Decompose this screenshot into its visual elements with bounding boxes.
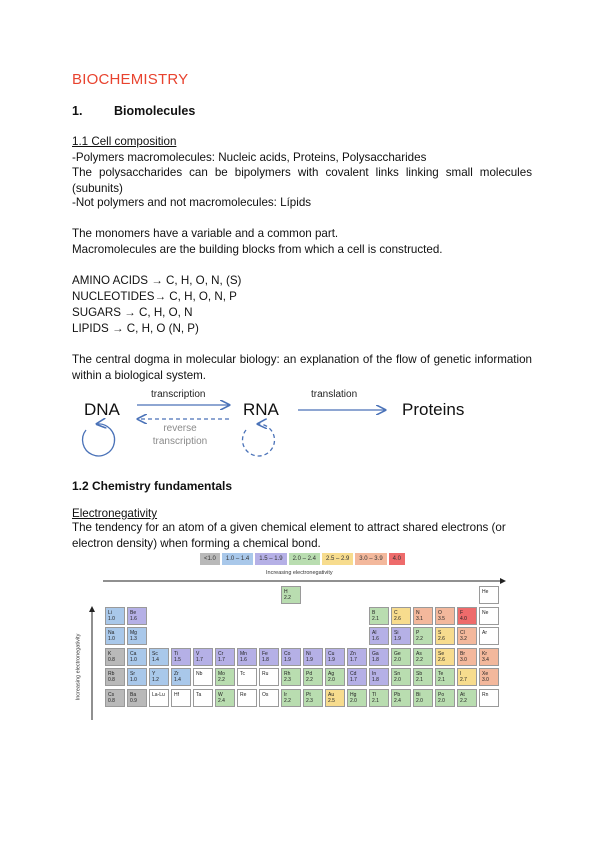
element-symbol: Pb <box>394 691 401 698</box>
element-cell <box>435 648 455 666</box>
element-symbol: Zr <box>174 671 179 677</box>
element-cell <box>479 668 499 686</box>
element-cell <box>479 607 499 625</box>
element-symbol: Bi <box>416 691 421 698</box>
composition-amino-acids: AMINO ACIDS → C, H, O, N, (S) <box>72 274 242 287</box>
element-value: 2.1 <box>438 677 445 683</box>
element-cell <box>105 627 125 645</box>
element-symbol: Sr <box>130 671 135 677</box>
element-symbol: Na <box>108 630 115 636</box>
element-symbol: Cr <box>218 650 224 657</box>
element-value: 1.9 <box>328 656 335 663</box>
element-symbol: H <box>284 589 288 595</box>
element-value: 3.1 <box>416 615 423 622</box>
reverse-label-line1: reverse <box>163 423 197 434</box>
element-cell <box>479 586 499 604</box>
element-symbol: Y <box>152 671 156 677</box>
element-value: 2.1 <box>372 615 379 622</box>
element-cell <box>435 668 455 686</box>
element-value: 0.8 <box>108 697 115 704</box>
element-cell <box>171 668 191 686</box>
element-cell <box>171 648 191 666</box>
element-symbol: W <box>218 691 223 698</box>
element-value: 2.7 <box>460 677 467 683</box>
element-symbol: Mg <box>130 630 137 636</box>
translation-label: translation <box>311 389 358 400</box>
rna-label: RNA <box>243 400 279 419</box>
element-cell <box>105 648 125 666</box>
element-symbol: Sn <box>394 671 401 677</box>
element-value: 1.7 <box>218 656 225 663</box>
element-cell <box>457 648 477 666</box>
element-symbol: Rh <box>284 671 291 677</box>
element-cell <box>369 607 389 625</box>
element-value: 1.0 <box>130 677 137 683</box>
element-value: 0.8 <box>108 656 115 663</box>
element-symbol: I <box>460 671 462 677</box>
element-symbol: Br <box>460 650 465 657</box>
element-value: 2.1 <box>372 697 379 704</box>
element-symbol: Zn <box>350 650 356 657</box>
element-value: 2.0 <box>328 677 335 683</box>
element-cell <box>413 689 433 707</box>
element-symbol: Mo <box>218 671 225 677</box>
composition-nucleotides: NUCLEOTIDES→ C, H, O, N, P <box>72 290 237 303</box>
element-value: 2.2 <box>416 656 423 663</box>
element-value: 0.9 <box>130 697 137 704</box>
element-symbol: K <box>108 650 112 657</box>
element-cell <box>127 689 147 707</box>
element-cell <box>479 648 499 666</box>
element-cell <box>193 689 213 707</box>
element-symbol: Mn <box>240 650 247 657</box>
element-symbol: Au <box>328 691 335 698</box>
element-value: 3.4 <box>482 656 489 663</box>
element-symbol: Ge <box>394 650 401 657</box>
element-cell <box>259 689 279 707</box>
legend-item: 3.0 – 3.9 <box>355 553 386 565</box>
element-symbol: La-Lu <box>152 691 165 698</box>
element-cell <box>369 668 389 686</box>
element-symbol: Tc <box>240 671 245 677</box>
element-symbol: Ni <box>306 650 311 657</box>
element-value: 1.7 <box>196 656 203 663</box>
element-cell <box>193 648 213 666</box>
element-cell <box>391 648 411 666</box>
element-cell <box>105 689 125 707</box>
element-cell <box>215 668 235 686</box>
element-cell <box>435 689 455 707</box>
element-cell <box>435 627 455 645</box>
proteins-label: Proteins <box>402 400 465 419</box>
element-value: 1.8 <box>262 656 269 663</box>
element-value: 2.4 <box>394 697 401 704</box>
element-value: 2.2 <box>306 677 313 683</box>
electronegativity-heading: Electronegativity <box>72 507 158 520</box>
element-cell <box>391 689 411 707</box>
element-symbol: Li <box>108 609 112 616</box>
element-symbol: Se <box>438 650 445 657</box>
element-cell <box>325 668 345 686</box>
element-symbol: Ir <box>284 691 288 698</box>
element-cell <box>325 689 345 707</box>
element-symbol: Pd <box>306 671 313 677</box>
element-cell <box>149 648 169 666</box>
element-symbol: Sc <box>152 650 158 657</box>
element-value: 1.6 <box>130 615 137 622</box>
element-cell <box>347 648 367 666</box>
element-value: 2.0 <box>394 677 401 683</box>
subsection-heading-cell-composition: 1.1 Cell composition <box>72 135 177 148</box>
element-cell <box>127 607 147 625</box>
element-cell <box>237 689 257 707</box>
element-symbol: Kr <box>482 650 487 657</box>
element-cell <box>127 627 147 645</box>
element-value: 2.2 <box>460 697 467 704</box>
element-symbol: Os <box>262 691 269 698</box>
paragraph-electronegativity: The tendency for an atom of a given chemical element to attract shared electrons (or electron density) when forming a chemical bond. <box>72 521 506 550</box>
element-cell <box>281 586 301 604</box>
composition-sugars: SUGARS → C, H, O, N <box>72 306 193 319</box>
element-value: 3.0 <box>482 677 489 683</box>
element-symbol: Ru <box>262 671 269 677</box>
legend-item: <1.0 <box>200 553 220 565</box>
element-cell <box>237 668 257 686</box>
element-symbol: Re <box>240 691 247 698</box>
element-symbol: Rb <box>108 671 115 677</box>
element-value: 1.0 <box>130 656 137 663</box>
element-value: 1.9 <box>306 656 313 663</box>
element-symbol: Ta <box>196 691 202 698</box>
element-symbol: Po <box>438 691 445 698</box>
element-symbol: Si <box>394 630 399 636</box>
element-symbol: He <box>482 589 489 595</box>
element-value: 2.2 <box>218 677 225 683</box>
element-symbol: Co <box>284 650 291 657</box>
element-value: 2.3 <box>284 677 291 683</box>
element-cell <box>347 689 367 707</box>
element-symbol: N <box>416 609 420 616</box>
element-value: 3.0 <box>460 656 467 663</box>
element-symbol: Be <box>130 609 137 616</box>
element-symbol: Ti <box>174 650 178 657</box>
transcription-label: transcription <box>151 389 206 400</box>
element-value: 2.6 <box>438 656 445 663</box>
element-cell <box>215 689 235 707</box>
legend-item: 1.0 – 1.4 <box>222 553 253 565</box>
element-symbol: Tl <box>372 691 377 698</box>
element-symbol: F <box>460 609 464 616</box>
element-value: 1.7 <box>350 656 357 663</box>
element-cell <box>149 668 169 686</box>
element-value: 1.8 <box>372 677 379 683</box>
element-value: 1.2 <box>152 677 159 683</box>
element-symbol: Ga <box>372 650 379 657</box>
element-symbol: V <box>196 650 200 657</box>
element-symbol: Ca <box>130 650 137 657</box>
element-symbol: Cl <box>460 630 465 636</box>
element-cell <box>413 607 433 625</box>
element-cell <box>435 607 455 625</box>
element-value: 2.4 <box>218 697 225 704</box>
element-symbol: Ba <box>130 691 137 698</box>
element-value: 1.9 <box>394 636 401 642</box>
document-title: BIOCHEMISTRY <box>72 71 189 88</box>
element-cell <box>413 648 433 666</box>
element-value: 2.0 <box>416 697 423 704</box>
element-cell <box>127 668 147 686</box>
element-cell <box>479 627 499 645</box>
element-symbol: Ag <box>328 671 335 677</box>
element-symbol: Sb <box>416 671 423 677</box>
element-symbol: Ne <box>482 609 489 616</box>
element-value: 2.2 <box>284 595 291 601</box>
element-value: 2.5 <box>328 697 335 704</box>
element-symbol: Hg <box>350 691 357 698</box>
element-cell <box>281 648 301 666</box>
element-symbol: Fe <box>262 650 268 657</box>
element-value: 2.6 <box>438 636 445 642</box>
element-symbol: Ar <box>482 630 487 636</box>
element-value: 1.3 <box>130 636 137 642</box>
element-cell <box>347 668 367 686</box>
element-cell <box>215 648 235 666</box>
element-cell <box>171 689 191 707</box>
element-symbol: O <box>438 609 442 616</box>
section-title: Biomolecules <box>114 104 196 118</box>
legend-item: 4.0 <box>389 553 405 565</box>
element-symbol: Nb <box>196 671 203 677</box>
top-axis-label: Increasing electronegativity <box>266 570 333 576</box>
element-symbol: Pt <box>306 691 311 698</box>
element-symbol: Cu <box>328 650 335 657</box>
element-symbol: In <box>372 671 377 677</box>
element-cell <box>457 627 477 645</box>
element-cell <box>479 689 499 707</box>
element-cell <box>413 627 433 645</box>
element-value: 0.8 <box>108 677 115 683</box>
element-value: 2.2 <box>284 697 291 704</box>
legend-item: 1.5 – 1.9 <box>255 553 286 565</box>
element-symbol: C <box>394 609 398 616</box>
element-value: 2.3 <box>306 697 313 704</box>
element-cell <box>391 607 411 625</box>
paragraph-polymers: -Polymers macromolecules: Nucleic acids, Proteins, Polysaccharides <box>72 151 427 164</box>
paragraph-macromolecules: Macromolecules are the building blocks from which a cell is constructed. <box>72 243 443 256</box>
element-cell <box>303 668 323 686</box>
element-value: 2.2 <box>416 636 423 642</box>
element-value: 1.8 <box>372 656 379 663</box>
element-symbol: S <box>438 630 442 636</box>
paragraph-central-dogma: The central dogma in molecular biology: an explanation of the flow of genetic information within a biological system. <box>72 353 532 382</box>
section-number: 1. <box>72 104 83 118</box>
paragraph-lipids: -Not polymers and not macromolecules: Lípids <box>72 196 312 209</box>
element-value: 1.5 <box>174 656 181 663</box>
element-cell <box>303 689 323 707</box>
element-cell <box>105 607 125 625</box>
composition-lipids: LIPIDS → C, H, O (N, P) <box>72 322 199 335</box>
element-cell <box>369 689 389 707</box>
element-cell <box>457 668 477 686</box>
element-symbol: As <box>416 650 422 657</box>
element-symbol: Rn <box>482 691 489 698</box>
element-cell <box>281 668 301 686</box>
element-value: 1.9 <box>284 656 291 663</box>
element-value: 4.0 <box>460 615 467 622</box>
element-cell <box>127 648 147 666</box>
element-cell <box>281 689 301 707</box>
legend-item: 2.0 – 2.4 <box>289 553 320 565</box>
element-value: 1.6 <box>372 636 379 642</box>
left-axis-label: Increasing electronegativity <box>75 633 82 701</box>
element-value: 3.5 <box>438 615 445 622</box>
element-cell <box>369 648 389 666</box>
element-symbol: Te <box>438 671 444 677</box>
element-cell <box>369 627 389 645</box>
element-cell <box>259 668 279 686</box>
element-symbol: Al <box>372 630 377 636</box>
element-cell <box>457 607 477 625</box>
element-value: 2.0 <box>438 697 445 704</box>
element-cell <box>303 648 323 666</box>
element-value: 2.0 <box>394 656 401 663</box>
element-value: 1.6 <box>240 656 247 663</box>
element-symbol: Xe <box>482 671 489 677</box>
element-value: 2.1 <box>416 677 423 683</box>
element-cell <box>259 648 279 666</box>
element-value: 1.4 <box>152 656 159 663</box>
element-value: 1.0 <box>108 636 115 642</box>
element-cell <box>413 668 433 686</box>
element-value: 2.6 <box>394 615 401 622</box>
dna-label: DNA <box>84 400 120 419</box>
element-cell <box>149 689 169 707</box>
paragraph-polysaccharides: The polysaccharides can be bipolymers with covalent links linking small molecules (subunits) <box>72 166 532 195</box>
element-symbol: P <box>416 630 420 636</box>
element-cell <box>391 668 411 686</box>
element-symbol: Cs <box>108 691 115 698</box>
element-cell <box>391 627 411 645</box>
element-value: 1.0 <box>108 615 115 622</box>
element-cell <box>193 668 213 686</box>
subsection-heading-chemistry: 1.2 Chemistry fundamentals <box>72 479 233 493</box>
element-cell <box>457 689 477 707</box>
element-symbol: B <box>372 609 376 616</box>
element-cell <box>237 648 257 666</box>
paragraph-monomers: The monomers have a variable and a common part. <box>72 227 339 240</box>
reverse-label-line2: transcription <box>152 436 208 447</box>
legend-item: 2.5 – 2.9 <box>322 553 353 565</box>
element-cell <box>325 648 345 666</box>
element-symbol: Cd <box>350 671 357 677</box>
element-symbol: At <box>460 691 465 698</box>
element-value: 3.2 <box>460 636 467 642</box>
element-value: 1.4 <box>174 677 181 683</box>
element-symbol: Hf <box>174 691 179 698</box>
element-value: 2.0 <box>350 697 357 704</box>
element-cell <box>105 668 125 686</box>
element-value: 1.7 <box>350 677 357 683</box>
